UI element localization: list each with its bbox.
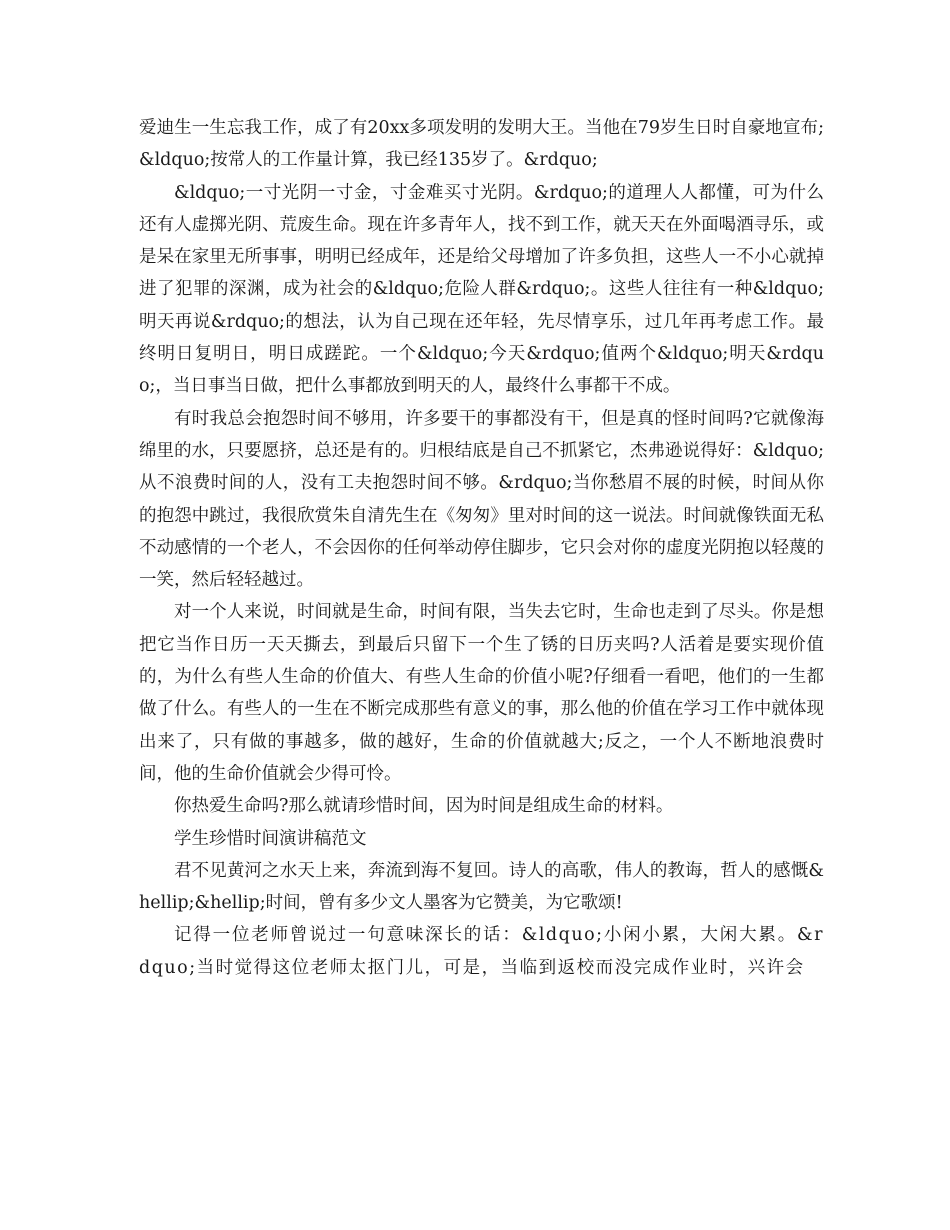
document-body	[139, 112, 824, 984]
paragraph-love-life: 你热爱生命吗?那么就请珍惜时间，因为时间是组成生命的材料。	[174, 796, 674, 817]
section-heading: 学生珍惜时间演讲稿范文	[174, 828, 367, 849]
paragraph-complain-time: 有时我总会抱怨时间不够用，许多要干的事都没有干，但是真的怪时间吗?它就像海绵里的水，只要愿挤，总还是有的。归根结底是自己不抓紧它，杰弗逊说得好：&ldquo;从不浪费时间的人，没有工夫抱怨时间不够。&rdquo;当你愁眉不展的时候，时间从你的抱怨中跳过，我很欣赏朱自清先生在《匆匆》里对时间的这一说法。时间就像铁面无私不动感情的一个老人，不会因你的任何举动停住脚步，它只会对你的虚度光阴抱以轻蔑的一笑，然后轻轻越过。	[139, 408, 824, 591]
paragraph-edison: 爱迪生一生忘我工作，成了有20xx多项发明的发明大王。当他在79岁生日时自豪地宣布;&ldquo;按常人的工作量计算，我已经135岁了。&rdquo;	[139, 118, 824, 171]
paragraph-yellow-river: 君不见黄河之水天上来，奔流到海不复回。诗人的高歌，伟人的教诲，哲人的感慨&hellip;&hellip;时间，曾有多少文人墨客为它赞美，为它歌颂!	[139, 860, 824, 914]
paragraph-teacher-quote: 记得一位老师曾说过一句意味深长的话：&ldquo;小闲小累，大闲大累。&rdquo;当时觉得这位老师太抠门儿，可是，当临到返校而没完成作业时，兴许会	[139, 925, 824, 978]
paragraph-time-is-life: 对一个人来说，时间就是生命，时间有限，当失去它时，生命也走到了尽头。你是想把它当作日历一天天撕去，到最后只留下一个生了锈的日历夹吗?人活着是要实现价值的，为什么有些人生命的价值大、有些人生命的价值小呢?仔细看一看吧，他们的一生都做了什么。有些人的一生在不断完成那些有意义的事，那么他的价值在学习工作中就体现出来了，只有做的事越多，做的越好，生命的价值就越大;反之，一个人不断地浪费时间，他的生命价值就会少得可怜。	[139, 602, 824, 784]
paragraph-time-is-gold: &ldquo;一寸光阴一寸金，寸金难买寸光阴。&rdquo;的道理人人都懂，可为什么还有人虚掷光阴、荒废生命。现在许多青年人，找不到工作，就天天在外面喝酒寻乐，或是呆在家里无所事事，明明已经成年，还是给父母增加了许多负担，这些人一不小心就掉进了犯罪的深渊，成为社会的&ldquo;危险人群&rdquo;。这些人往往有一种&ldquo;明天再说&rdquo;的想法，认为自己现在还年轻，先尽情享乐，过几年再考虑工作。最终明日复明日，明日成蹉跎。一个&ldquo;今天&rdquo;值两个&ldquo;明天&rdquo;，当日事当日做，把什么事都放到明天的人，最终什么事都干不成。	[139, 182, 824, 397]
